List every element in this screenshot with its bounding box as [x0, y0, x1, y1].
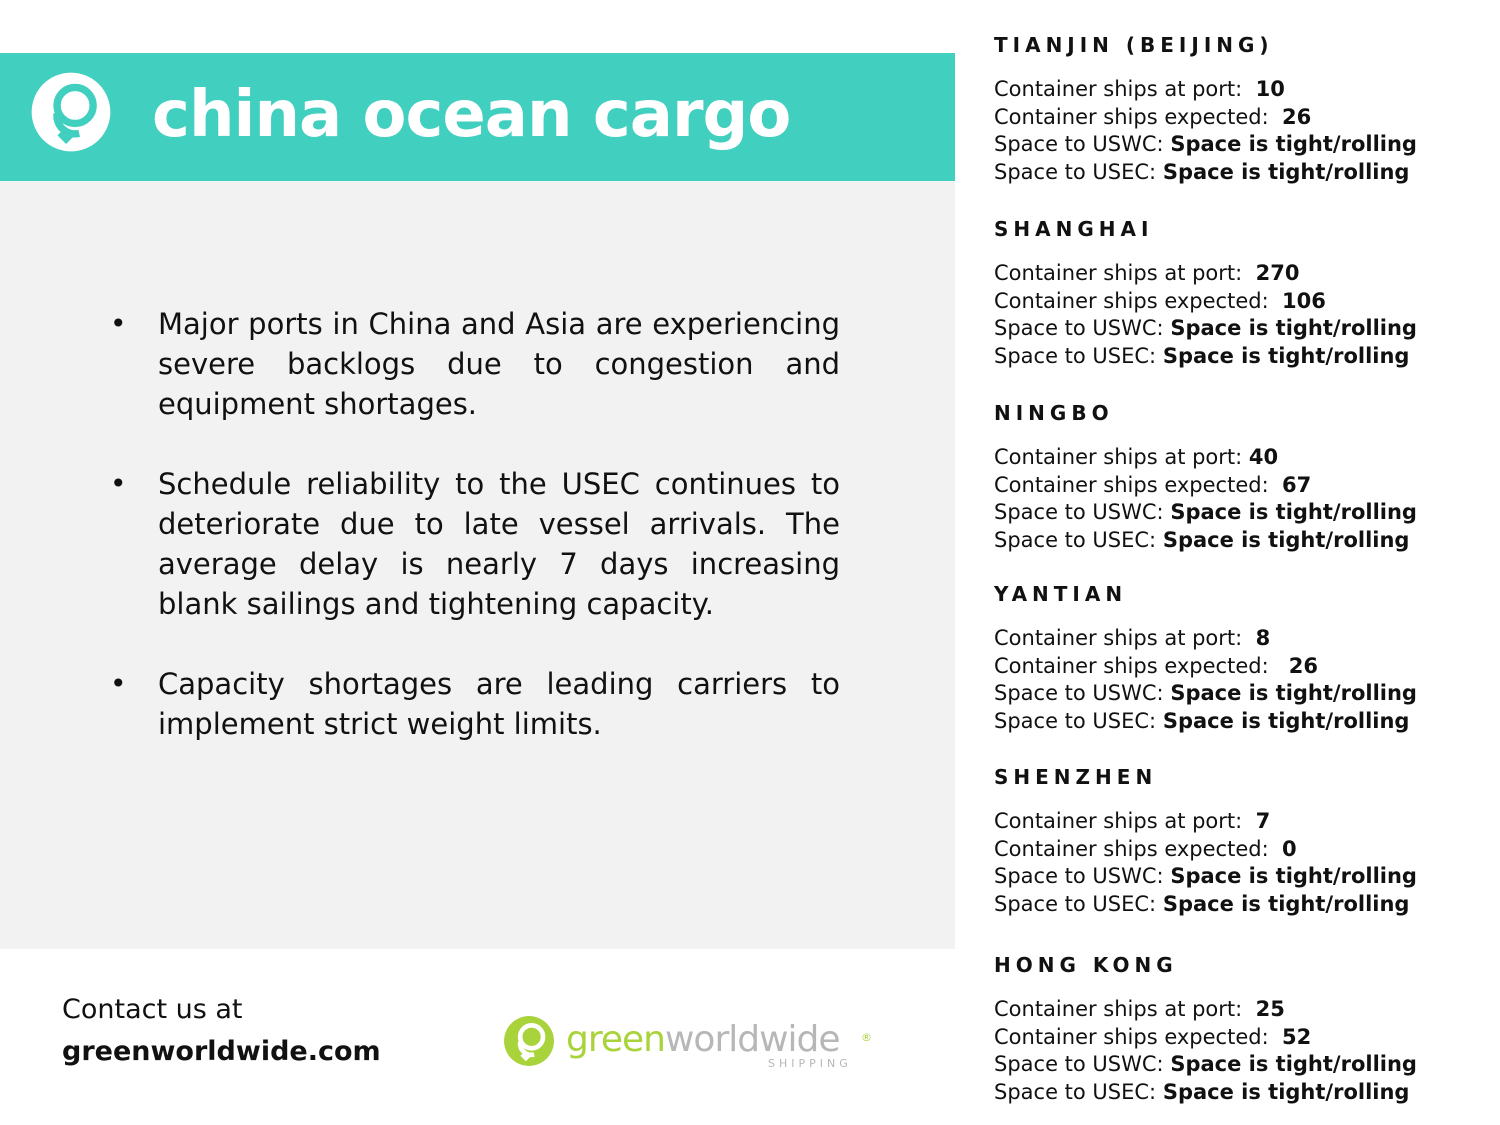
space-uswc-line: [994, 499, 1494, 527]
space-usec-label: Space to USEC:: [994, 527, 1157, 552]
space-uswc-label: Space to USWC:: [994, 316, 1164, 340]
ships-at-port-value: 25: [1255, 997, 1285, 1021]
ships-expected-line: [994, 1024, 1494, 1052]
space-usec-label: Space to USEC:: [994, 1079, 1157, 1104]
space-usec-line: [994, 343, 1494, 371]
bullet-text: Capacity shortages are leading carriers to implement strict weight limits.: [158, 667, 840, 741]
bullet-text: Schedule reliability to the USEC continues to deteriorate due to late vessel arrivals. The average delay is nearly 7 days increasing blank sailings and tightening capacity.: [158, 467, 840, 621]
space-usec-value: Space is tight/rolling: [1162, 159, 1410, 184]
port-name: YANTIAN: [994, 582, 1128, 606]
ships-expected-value: 26: [1288, 653, 1318, 678]
ships-expected-value: 106: [1282, 288, 1326, 313]
brand-subtitle: SHIPPING: [768, 1057, 852, 1070]
port-block: [994, 214, 1494, 370]
brand-wordmark: [566, 1018, 840, 1062]
port-block: [994, 950, 1494, 1106]
space-uswc-value: Space is tight/rolling: [1170, 681, 1417, 705]
bullet-marker: •: [110, 467, 127, 500]
ships-expected-label: Container ships expected:: [994, 1024, 1269, 1049]
space-usec-value: Space is tight/rolling: [1162, 527, 1410, 552]
ships-at-port-line: [994, 260, 1494, 288]
space-uswc-label: Space to USWC:: [994, 864, 1164, 888]
ships-expected-label: Container ships expected:: [994, 836, 1269, 861]
ships-expected-line: [994, 836, 1494, 864]
ships-at-port-value: 40: [1248, 445, 1279, 469]
bullet-text: Major ports in China and Asia are experiencing severe backlogs due to congestion and equipment shortages.: [158, 307, 840, 421]
greenworldwide-logo-icon: [503, 1015, 555, 1067]
space-uswc-value: Space is tight/rolling: [1170, 316, 1417, 340]
ships-at-port-label: Container ships at port:: [994, 77, 1243, 101]
space-usec-line: [994, 159, 1494, 187]
space-uswc-line: [994, 1051, 1494, 1079]
ships-at-port-label: Container ships at port:: [994, 626, 1243, 650]
bullet-marker: •: [110, 307, 127, 340]
space-uswc-line: [994, 131, 1494, 159]
port-block: [994, 579, 1494, 735]
space-uswc-line: [994, 680, 1494, 708]
contact-label: Contact us at: [62, 994, 243, 1025]
ships-at-port-label: Container ships at port:: [994, 261, 1243, 285]
space-uswc-value: Space is tight/rolling: [1170, 132, 1417, 156]
port-block: [994, 30, 1494, 186]
space-usec-line: [994, 891, 1494, 919]
ships-expected-label: Container ships expected:: [994, 288, 1269, 313]
ships-at-port-line: [994, 996, 1494, 1024]
port-name: SHANGHAI: [994, 217, 1154, 241]
ships-expected-line: [994, 104, 1494, 132]
ships-at-port-label: Container ships at port:: [994, 809, 1243, 833]
space-usec-line: [994, 708, 1494, 736]
ships-expected-line: [994, 288, 1494, 316]
space-usec-label: Space to USEC:: [994, 891, 1157, 916]
bullet-marker: •: [110, 667, 127, 700]
ships-at-port-value: 270: [1255, 261, 1300, 285]
space-usec-label: Space to USEC:: [994, 159, 1157, 184]
space-usec-line: [994, 1079, 1494, 1107]
space-usec-value: Space is tight/rolling: [1162, 1079, 1410, 1104]
space-uswc-label: Space to USWC:: [994, 132, 1164, 156]
port-block: [994, 762, 1494, 918]
ships-at-port-line: [994, 808, 1494, 836]
space-usec-value: Space is tight/rolling: [1162, 891, 1410, 916]
ships-at-port-label: Container ships at port:: [994, 445, 1243, 469]
space-uswc-line: [994, 315, 1494, 343]
space-usec-label: Space to USEC:: [994, 343, 1157, 368]
port-name: HONG KONG: [994, 953, 1178, 977]
space-usec-line: [994, 527, 1494, 555]
ships-expected-label: Container ships expected:: [994, 653, 1269, 678]
brand-word-green: green: [566, 1019, 665, 1060]
space-usec-value: Space is tight/rolling: [1162, 708, 1410, 733]
space-usec-value: Space is tight/rolling: [1162, 343, 1410, 368]
ships-expected-value: 0: [1282, 836, 1297, 861]
ships-at-port-label: Container ships at port:: [994, 997, 1243, 1021]
space-uswc-label: Space to USWC:: [994, 500, 1164, 524]
bullet-item: [110, 304, 840, 424]
space-uswc-label: Space to USWC:: [994, 681, 1164, 705]
bullet-list: [110, 304, 840, 784]
space-uswc-value: Space is tight/rolling: [1170, 500, 1417, 524]
port-name: SHENZHEN: [994, 765, 1158, 789]
registered-mark: ®: [861, 1031, 872, 1044]
ships-at-port-value: 10: [1255, 77, 1285, 101]
ships-expected-value: 26: [1282, 104, 1312, 129]
ships-at-port-value: 7: [1255, 809, 1271, 833]
ships-expected-label: Container ships expected:: [994, 472, 1269, 497]
ships-expected-line: [994, 653, 1494, 681]
page-title: china ocean cargo: [152, 78, 791, 152]
ships-at-port-line: [994, 76, 1494, 104]
space-usec-label: Space to USEC:: [994, 708, 1157, 733]
space-uswc-label: Space to USWC:: [994, 1052, 1164, 1076]
space-uswc-value: Space is tight/rolling: [1170, 864, 1417, 888]
ships-at-port-value: 8: [1255, 626, 1271, 650]
cargo-logo-icon: [30, 71, 112, 153]
ships-at-port-line: [994, 625, 1494, 653]
ships-at-port-line: [994, 444, 1494, 472]
port-block: [994, 398, 1494, 554]
port-name: TIANJIN (BEIJING): [994, 33, 1274, 57]
brand-word-gray: worldwide: [664, 1019, 840, 1060]
space-uswc-line: [994, 863, 1494, 891]
space-uswc-value: Space is tight/rolling: [1170, 1052, 1417, 1076]
header-banner: [0, 53, 955, 181]
ships-expected-label: Container ships expected:: [994, 104, 1269, 129]
bullet-item: [110, 664, 840, 744]
port-name: NINGBO: [994, 401, 1114, 425]
ships-expected-line: [994, 472, 1494, 500]
ships-expected-value: 52: [1282, 1024, 1312, 1049]
contact-website-link[interactable]: greenworldwide.com: [62, 1036, 381, 1067]
bullet-item: [110, 464, 840, 624]
ships-expected-value: 67: [1282, 472, 1312, 497]
